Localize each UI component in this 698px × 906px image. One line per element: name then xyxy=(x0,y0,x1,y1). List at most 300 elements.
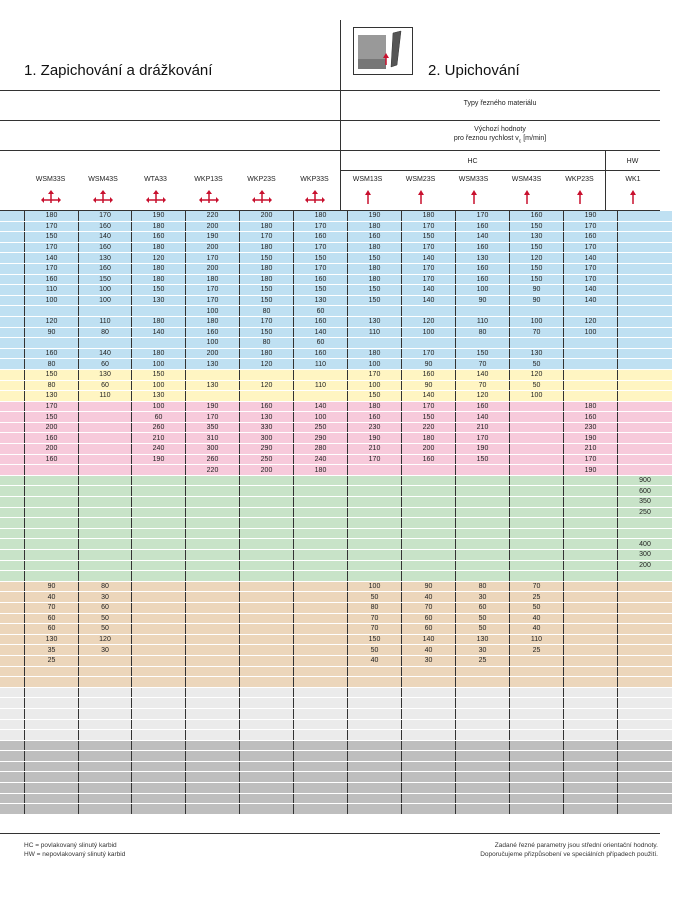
speed-cell xyxy=(294,518,348,529)
speed-cell: 190 xyxy=(348,433,402,444)
speed-cell: 150 xyxy=(294,285,348,296)
speed-cell: 140 xyxy=(402,634,456,645)
parting-direction-icon xyxy=(464,190,484,204)
speed-cell xyxy=(186,602,240,613)
speed-cell xyxy=(348,338,402,349)
speed-cell xyxy=(25,708,79,719)
row-marker-cell xyxy=(0,486,25,497)
speed-cell: 160 xyxy=(348,232,402,243)
speed-cell: 160 xyxy=(294,232,348,243)
speed-cell: 180 xyxy=(240,242,294,253)
speed-cell: 80 xyxy=(79,327,132,338)
speed-cell xyxy=(79,412,132,423)
speed-cell: 130 xyxy=(186,380,240,391)
speed-cell: 140 xyxy=(456,232,510,243)
speed-cell: 100 xyxy=(132,359,186,370)
row-marker-cell xyxy=(0,560,25,571)
speed-cell: 70 xyxy=(510,327,564,338)
speed-cell: 160 xyxy=(132,232,186,243)
row-marker-cell xyxy=(0,602,25,613)
speed-cell: 100 xyxy=(186,338,240,349)
speed-cell: 180 xyxy=(132,242,186,253)
speed-cell: 40 xyxy=(510,624,564,635)
speed-cell xyxy=(510,655,564,666)
row-marker-cell xyxy=(0,433,25,444)
legend-hw: HW = nepovlakovaný slinutý karbid xyxy=(24,851,126,858)
speed-cell xyxy=(564,391,618,402)
speed-cell: 170 xyxy=(294,242,348,253)
speed-cell xyxy=(294,645,348,656)
row-marker-cell xyxy=(0,316,25,327)
speed-cell xyxy=(132,751,186,762)
speed-cell: 170 xyxy=(186,295,240,306)
speed-cell xyxy=(402,719,456,730)
speed-cell: 160 xyxy=(402,454,456,465)
speed-cell xyxy=(510,730,564,741)
speed-cell: 130 xyxy=(456,253,510,264)
speed-cell xyxy=(618,804,673,815)
speed-cell: 160 xyxy=(456,242,510,253)
speed-cell: 90 xyxy=(402,581,456,592)
speed-cell xyxy=(618,444,673,455)
row-marker-cell xyxy=(0,359,25,370)
speed-cell xyxy=(510,401,564,412)
grade-header: WSM13S xyxy=(352,176,383,183)
speed-cell: 180 xyxy=(240,348,294,359)
row-marker-cell xyxy=(0,391,25,402)
table-row xyxy=(0,232,672,243)
table-row xyxy=(0,613,672,624)
speed-cell: 140 xyxy=(402,295,456,306)
row-marker-cell xyxy=(0,730,25,741)
speed-cell: 240 xyxy=(294,454,348,465)
speed-cell xyxy=(456,560,510,571)
speed-cell: 110 xyxy=(510,634,564,645)
speed-cell: 140 xyxy=(25,253,79,264)
speed-cell: 150 xyxy=(240,295,294,306)
row-marker-cell xyxy=(0,624,25,635)
row-marker-cell xyxy=(0,444,25,455)
speed-cell: 170 xyxy=(348,369,402,380)
speed-cell xyxy=(510,761,564,772)
speed-cell xyxy=(618,295,673,306)
speed-cell xyxy=(25,698,79,709)
speed-cell: 140 xyxy=(564,285,618,296)
speed-cell xyxy=(618,740,673,751)
speed-cell xyxy=(132,730,186,741)
speed-cell xyxy=(564,645,618,656)
speed-cell xyxy=(456,677,510,688)
speed-cell xyxy=(79,677,132,688)
speed-cell xyxy=(294,655,348,666)
speed-cell xyxy=(456,740,510,751)
speed-cell xyxy=(402,475,456,486)
table-row xyxy=(0,687,672,698)
speed-cell xyxy=(79,708,132,719)
speed-cell: 100 xyxy=(79,295,132,306)
speed-cell xyxy=(25,475,79,486)
speed-cell xyxy=(348,708,402,719)
speed-cell xyxy=(132,634,186,645)
speed-cell: 60 xyxy=(456,602,510,613)
speed-cell: 180 xyxy=(132,316,186,327)
speed-cell xyxy=(186,391,240,402)
parting-direction-icon xyxy=(411,190,431,204)
speed-cell: 170 xyxy=(186,412,240,423)
group-hw-label: HW xyxy=(626,158,639,165)
row-marker-cell xyxy=(0,613,25,624)
speed-cell: 100 xyxy=(510,316,564,327)
speed-cell xyxy=(240,751,294,762)
speed-cell: 210 xyxy=(564,444,618,455)
speed-cell: 160 xyxy=(564,412,618,423)
speed-cell: 70 xyxy=(348,613,402,624)
speed-cell: 310 xyxy=(186,433,240,444)
table-row xyxy=(0,550,672,561)
speed-cell xyxy=(456,793,510,804)
grade-header: WKP13S xyxy=(194,176,223,183)
speed-cell: 200 xyxy=(186,263,240,274)
speed-cell xyxy=(456,571,510,582)
speed-cell xyxy=(618,391,673,402)
speed-cell xyxy=(510,571,564,582)
speed-cell xyxy=(132,507,186,518)
speed-cell xyxy=(25,539,79,550)
speed-cell xyxy=(510,444,564,455)
grade-header: WKP23S xyxy=(565,176,594,183)
row-marker-cell xyxy=(0,285,25,296)
speed-cell xyxy=(618,571,673,582)
speed-cell: 220 xyxy=(186,465,240,476)
speed-cell xyxy=(618,412,673,423)
speed-cell xyxy=(348,465,402,476)
table-row xyxy=(0,624,672,635)
row-marker-cell xyxy=(0,507,25,518)
table-row xyxy=(0,465,672,476)
table-row xyxy=(0,380,672,391)
row-marker-cell xyxy=(0,761,25,772)
speed-cell: 160 xyxy=(510,211,564,221)
speed-cell: 290 xyxy=(294,433,348,444)
table-row xyxy=(0,655,672,666)
speed-cell xyxy=(618,454,673,465)
table-row xyxy=(0,285,672,296)
speed-cell: 150 xyxy=(79,274,132,285)
speed-cell xyxy=(186,518,240,529)
speed-cell: 160 xyxy=(456,263,510,274)
speed-cell: 50 xyxy=(79,624,132,635)
speed-cell xyxy=(79,486,132,497)
speed-cell xyxy=(132,497,186,508)
table-row xyxy=(0,242,672,253)
table-row xyxy=(0,804,672,815)
speed-cell xyxy=(564,804,618,815)
speed-cell: 90 xyxy=(25,327,79,338)
speed-cell: 100 xyxy=(456,285,510,296)
speed-cell: 170 xyxy=(79,211,132,221)
speed-cell: 25 xyxy=(25,655,79,666)
table-row xyxy=(0,348,672,359)
speed-cell: 140 xyxy=(564,253,618,264)
speed-cell xyxy=(79,804,132,815)
grade-header: WSM43S xyxy=(88,176,118,183)
speed-cell xyxy=(564,571,618,582)
speed-cell xyxy=(25,783,79,794)
table-row xyxy=(0,401,672,412)
speed-cell: 40 xyxy=(402,645,456,656)
speed-cell xyxy=(510,475,564,486)
speed-cell xyxy=(132,719,186,730)
speed-cell xyxy=(79,730,132,741)
speed-cell xyxy=(564,560,618,571)
speed-cell: 130 xyxy=(79,369,132,380)
speed-cell xyxy=(132,560,186,571)
speed-cell: 190 xyxy=(132,454,186,465)
speed-cell: 190 xyxy=(564,211,618,221)
speed-cell xyxy=(618,285,673,296)
speed-cell: 80 xyxy=(240,338,294,349)
speed-cell: 180 xyxy=(564,401,618,412)
speed-cell xyxy=(240,602,294,613)
speed-cell xyxy=(294,793,348,804)
material-types-label: Typy řezného materiálu xyxy=(463,100,537,107)
table-row xyxy=(0,221,672,232)
speed-cell xyxy=(25,677,79,688)
speed-cell xyxy=(564,708,618,719)
speed-cell xyxy=(240,677,294,688)
table-row xyxy=(0,751,672,762)
grade-header: WSM43S xyxy=(511,176,542,183)
speed-cell: 170 xyxy=(564,221,618,232)
speed-cell xyxy=(510,550,564,561)
note-line-1: Zadané řezné parametry jsou střední orientační hodnoty. xyxy=(494,842,658,849)
grade-header: WSM33S xyxy=(458,176,489,183)
row-marker-cell xyxy=(0,740,25,751)
speed-cell: 200 xyxy=(186,242,240,253)
speed-cell xyxy=(618,677,673,688)
speed-cell xyxy=(564,581,618,592)
speed-cell xyxy=(25,793,79,804)
table-row xyxy=(0,507,672,518)
speed-cell xyxy=(240,666,294,677)
speed-cell xyxy=(564,528,618,539)
speed-cell xyxy=(456,761,510,772)
footer-note xyxy=(480,841,658,859)
speed-cell xyxy=(186,539,240,550)
speed-cell xyxy=(25,528,79,539)
speed-cell xyxy=(79,454,132,465)
speed-cell xyxy=(79,433,132,444)
speed-cell: 80 xyxy=(456,327,510,338)
row-marker-cell xyxy=(0,475,25,486)
table-row xyxy=(0,666,672,677)
speed-cell: 70 xyxy=(510,581,564,592)
speed-cell xyxy=(294,602,348,613)
speed-cell xyxy=(564,613,618,624)
grade-header: WTA33 xyxy=(144,176,167,183)
table-row xyxy=(0,316,672,327)
speed-cell: 70 xyxy=(402,602,456,613)
speed-cell xyxy=(510,804,564,815)
speed-cell xyxy=(132,624,186,635)
speed-cell: 190 xyxy=(132,211,186,221)
legend-hc: HC = povlakovaný slinutý karbid xyxy=(24,842,117,849)
speed-cell: 90 xyxy=(510,295,564,306)
speed-cell: 170 xyxy=(456,433,510,444)
speed-cell xyxy=(456,465,510,476)
speed-cell: 160 xyxy=(240,401,294,412)
speed-cell xyxy=(564,518,618,529)
parting-direction-icon xyxy=(517,190,537,204)
speed-cell xyxy=(25,719,79,730)
speed-cell: 100 xyxy=(25,295,79,306)
speed-cell xyxy=(79,497,132,508)
speed-cell: 100 xyxy=(79,285,132,296)
table-row xyxy=(0,528,672,539)
speed-cell xyxy=(240,634,294,645)
speed-cell xyxy=(564,338,618,349)
speed-cell xyxy=(402,751,456,762)
speed-cell xyxy=(456,687,510,698)
speed-cell xyxy=(132,592,186,603)
speed-cell: 50 xyxy=(510,359,564,370)
speed-cell xyxy=(79,422,132,433)
speed-cell xyxy=(618,422,673,433)
grade-header: WSM33S xyxy=(35,176,66,183)
grooving-direction-icon xyxy=(252,190,272,204)
speed-cell xyxy=(79,528,132,539)
speed-cell: 160 xyxy=(294,316,348,327)
speed-cell xyxy=(510,338,564,349)
speed-cell xyxy=(186,528,240,539)
row-marker-cell xyxy=(0,518,25,529)
speed-cell: 100 xyxy=(564,327,618,338)
speed-cell xyxy=(510,677,564,688)
speed-cell xyxy=(348,783,402,794)
row-marker-cell xyxy=(0,465,25,476)
speed-cell: 150 xyxy=(25,232,79,243)
speed-cell xyxy=(132,518,186,529)
speed-cell xyxy=(294,507,348,518)
speed-cell xyxy=(456,698,510,709)
speed-cell xyxy=(240,592,294,603)
speed-cell xyxy=(348,666,402,677)
speed-cell: 160 xyxy=(25,454,79,465)
speed-cell xyxy=(132,486,186,497)
speed-cell xyxy=(510,751,564,762)
row-marker-cell xyxy=(0,497,25,508)
speed-cell xyxy=(618,401,673,412)
speed-cell: 140 xyxy=(294,327,348,338)
speed-cell: 170 xyxy=(25,263,79,274)
speed-cell: 40 xyxy=(25,592,79,603)
speed-cell xyxy=(79,539,132,550)
table-row xyxy=(0,708,672,719)
speed-cell: 160 xyxy=(25,348,79,359)
speed-cell xyxy=(618,666,673,677)
speed-cell: 130 xyxy=(25,634,79,645)
speed-cell: 150 xyxy=(510,263,564,274)
speed-cell xyxy=(132,306,186,317)
speed-cell xyxy=(240,645,294,656)
speed-cell: 170 xyxy=(25,242,79,253)
speed-cell xyxy=(294,761,348,772)
speed-cell: 100 xyxy=(348,359,402,370)
speed-cell xyxy=(186,793,240,804)
row-marker-cell xyxy=(0,793,25,804)
speed-cell xyxy=(79,783,132,794)
speed-cell: 110 xyxy=(348,327,402,338)
table-row xyxy=(0,581,672,592)
speed-cell: 900 xyxy=(618,475,673,486)
speed-cell xyxy=(618,242,673,253)
speed-cell xyxy=(186,719,240,730)
table-row xyxy=(0,295,672,306)
table-row xyxy=(0,433,672,444)
speed-cell: 90 xyxy=(456,295,510,306)
speed-cell xyxy=(240,475,294,486)
speed-cell: 25 xyxy=(456,655,510,666)
speed-cell: 80 xyxy=(25,380,79,391)
row-marker-cell xyxy=(0,369,25,380)
speed-cell: 60 xyxy=(79,380,132,391)
speed-cell xyxy=(132,783,186,794)
speed-cell xyxy=(25,751,79,762)
speed-cell: 30 xyxy=(456,645,510,656)
speed-cell xyxy=(456,804,510,815)
table-row xyxy=(0,444,672,455)
speed-cell xyxy=(348,571,402,582)
speed-cell xyxy=(510,687,564,698)
speed-cell: 130 xyxy=(510,348,564,359)
speed-cell xyxy=(456,507,510,518)
section2-title: 2. Upichování xyxy=(428,62,520,79)
speed-cell xyxy=(294,497,348,508)
speed-cell: 120 xyxy=(240,359,294,370)
speed-cell xyxy=(186,708,240,719)
speed-cell: 180 xyxy=(348,263,402,274)
speed-cell xyxy=(132,581,186,592)
speed-cell: 50 xyxy=(456,613,510,624)
speed-cell: 250 xyxy=(618,507,673,518)
speed-cell xyxy=(348,687,402,698)
speed-cell xyxy=(132,687,186,698)
speed-cell xyxy=(348,761,402,772)
speed-cell xyxy=(510,497,564,508)
table-row xyxy=(0,602,672,613)
speed-cell xyxy=(510,666,564,677)
speed-cell xyxy=(564,624,618,635)
speed-cell xyxy=(25,730,79,741)
speed-cell xyxy=(240,708,294,719)
speed-cell xyxy=(564,698,618,709)
speed-cell xyxy=(618,687,673,698)
speed-cell xyxy=(618,316,673,327)
speed-cell: 60 xyxy=(79,602,132,613)
speed-cell: 150 xyxy=(348,295,402,306)
speed-cell xyxy=(510,740,564,751)
row-marker-cell xyxy=(0,306,25,317)
speed-cell xyxy=(79,719,132,730)
table-row xyxy=(0,454,672,465)
speed-cell xyxy=(240,560,294,571)
speed-cell xyxy=(294,687,348,698)
speed-cell: 120 xyxy=(79,634,132,645)
speed-cell xyxy=(564,369,618,380)
speed-cell xyxy=(618,211,673,221)
speed-cell xyxy=(456,528,510,539)
speed-cell xyxy=(25,740,79,751)
